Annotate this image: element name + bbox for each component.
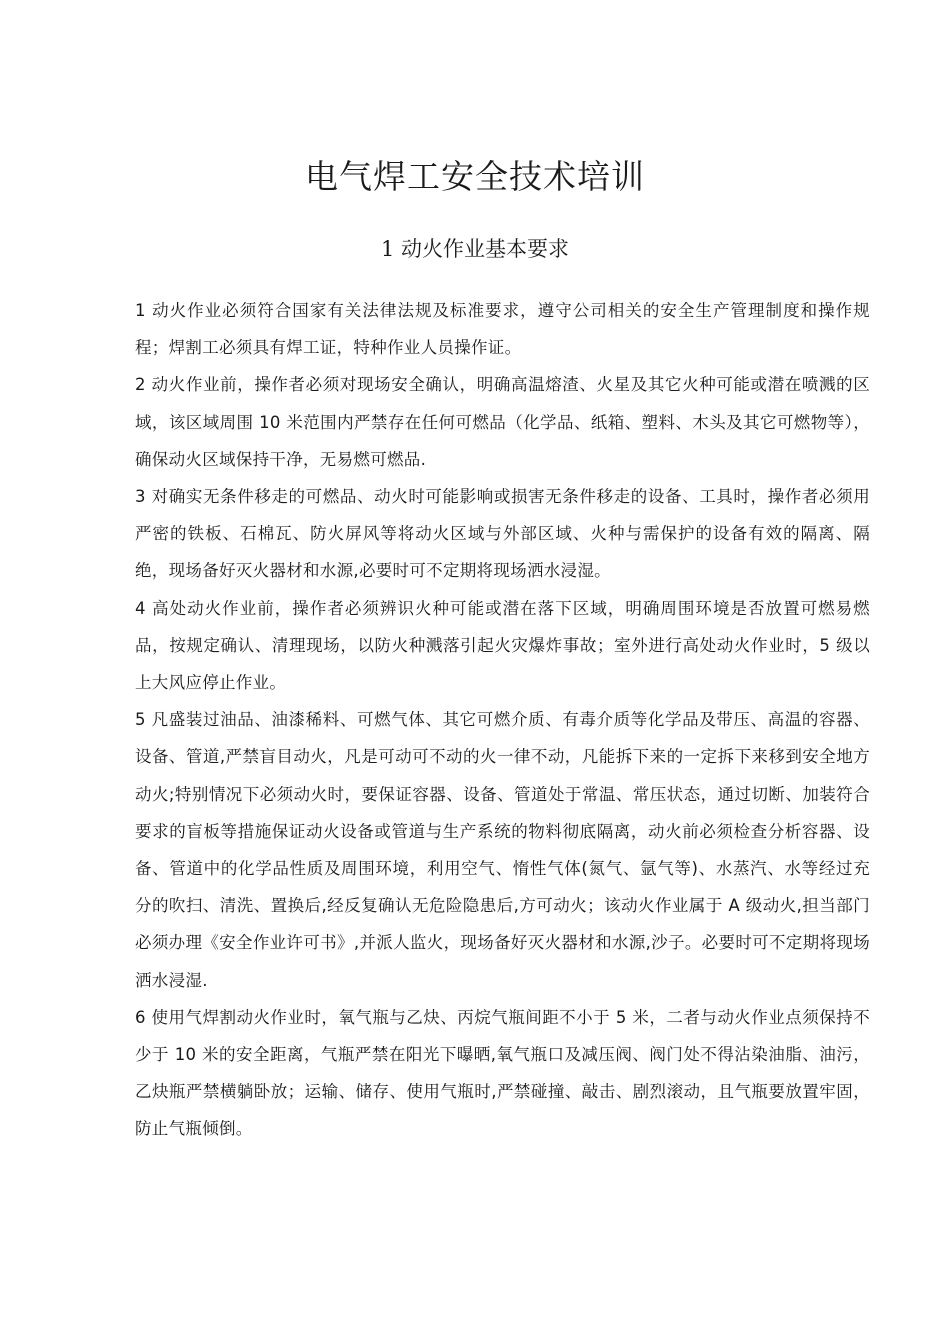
section-heading: 1 动火作业基本要求 bbox=[380, 237, 570, 261]
paragraph-1: 1 动火作业必须符合国家有关法律法规及标准要求，遵守公司相关的安全生产管理制度和操作规程；焊割工必须具有焊工证，特种作业人员操作证。 bbox=[135, 301, 870, 358]
paragraph-5: 5 凡盛装过油品、油漆稀料、可燃气体、其它可燃介质、有毒介质等化学品及带压、高温的容器、设备、管道,严禁盲目动火，凡是可动可不动的火一律不动，凡能拆下来的一定拆下来移到安全地方动火;特别情况下必须动火时，要保证容器、设备、管道处于常温、常压状态，通过切断、加装符合要求的盲板等措施保证动火设备或管道与生产系统的物料彻底隔离，动火前必须检查分析容器、设备、管道中的化学品性质及周围环境，利用空气、惰性气体(氮气、氩气等)、水蒸汽、水等经过充分的吹扫、清洗、置换后,经反复确认无危险隐患后,方可动火；该动火作业属于 A 级动火,担当部门必须办理《安全作业许可书》,并派人监火，现场备好灭火器材和水源,沙子。必要时可不定期将现场洒水浸湿. bbox=[135, 710, 870, 990]
paragraph-6: 6 使用气焊割动火作业时，氧气瓶与乙炔、丙烷气瓶间距不小于 5 米，二者与动火作业点须保持不少于 10 米的安全距离，气瓶严禁在阳光下曝晒,氧气瓶口及减压阀、阀门处不得沾染油脂、油污，乙炔瓶严禁横躺卧放；运输、储存、使用气瓶时,严禁碰撞、敲击、剧烈滚动，且气瓶要放置牢固，防止气瓶倾倒。 bbox=[135, 1007, 870, 1139]
document-body bbox=[135, 292, 870, 1148]
paragraph-2: 2 动火作业前，操作者必须对现场安全确认，明确高温熔渣、火星及其它火种可能或潜在喷溅的区域，该区域周围 10 米范围内严禁存在任何可燃品（化学品、纸箱、塑料、木头及其它可燃物等），确保动火区域保持干净，无易燃可燃品. bbox=[135, 375, 870, 469]
paragraph-3: 3 对确实无条件移走的可燃品、动火时可能影响或损害无条件移走的设备、工具时，操作者必须用严密的铁板、石棉瓦、防火屏风等将动火区域与外部区域、火种与需保护的设备有效的隔离、隔绝，现场备好灭火器材和水源,必要时可不定期将现场洒水浸湿。 bbox=[135, 487, 870, 581]
paragraph-4: 4 高处动火作业前，操作者必须辨识火种可能或潜在落下区域，明确周围环境是否放置可燃易燃品，按规定确认、清理现场，以防火种溅落引起火灾爆炸事故；室外进行高处动火作业时，5 级以上大风应停止作业。 bbox=[135, 598, 870, 693]
document-title: 电气焊工安全技术培训 bbox=[305, 157, 645, 196]
